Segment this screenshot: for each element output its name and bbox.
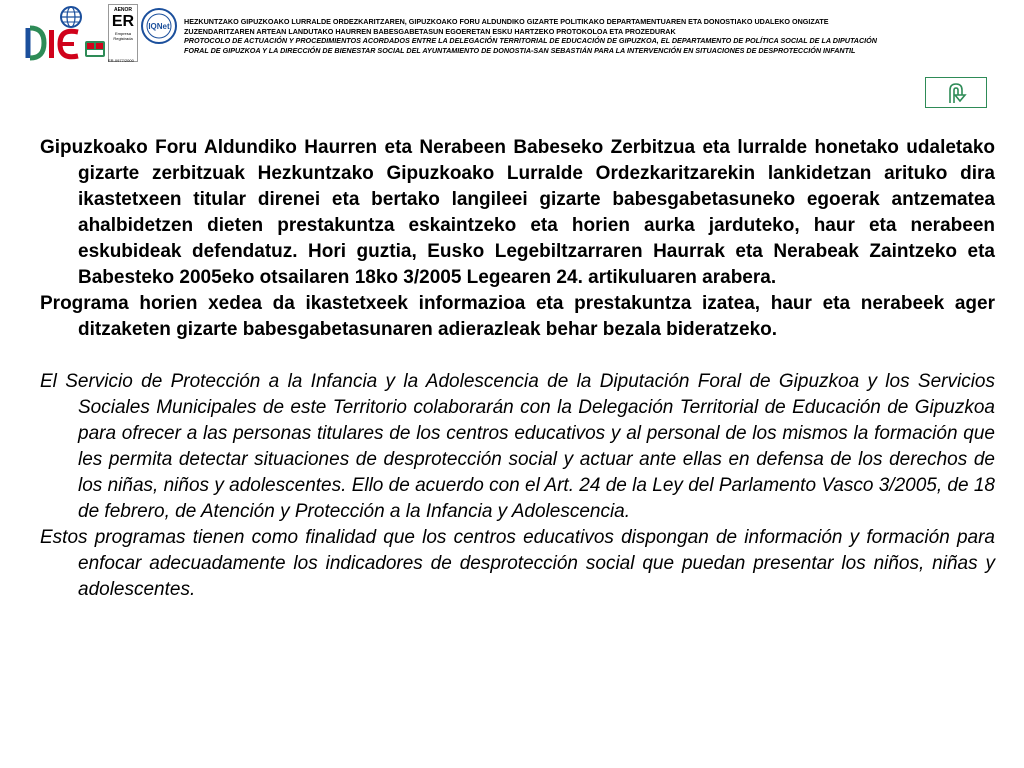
basque-government-shield-icon bbox=[84, 40, 106, 58]
main-content bbox=[40, 135, 995, 603]
document-header bbox=[184, 17, 1014, 55]
aenor-label: AENOR bbox=[113, 7, 133, 13]
u-turn-arrow-icon bbox=[943, 81, 969, 105]
die-logo bbox=[24, 4, 84, 62]
return-button[interactable] bbox=[925, 77, 987, 108]
basque-paragraph-2: Programa horien xedea da ikastetxeek informazioa eta prestakuntza izatea, haur eta nerabeek ager ditzaketen gizarte babesgabetasunaren adierazleak behar bezala bideratzeko. bbox=[40, 293, 995, 340]
header-line-1: HEZKUNTZAKO GIPUZKOAKO LURRALDE ORDEZKARITZAREN, GIPUZKOAKO FORU ALDUNDIKO GIZARTE POLITIKAKO DEPARTAMENTUAREN ETA DONOSTIAKO UDALEKO ONGIZATE bbox=[184, 17, 829, 26]
spanish-paragraph-1: El Servicio de Protección a la Infancia y la Adolescencia de la Diputación Foral de Gipuzkoa y los Servicios Sociales Municipales de este Territorio colaborarán con la Delegación Territorial de Educación de Gipuzkoa para ofrecer a las personas titulares de los centros educativos y al personal de los mismos la formación que les permita detectar situaciones de desprotección social y actuar ante ellas en defensa de los derechos de los niñas, niños y adolescentes. Ello de acuerdo con el Art. 24 de la Ley del Parlamento Vasco 3/2005, de 18 de febrero, de Atención y Protección a la Infancia y Adolescencia. bbox=[40, 371, 995, 522]
aenor-code: ER-0977/2000 bbox=[108, 58, 134, 63]
iqnet-certification-logo bbox=[140, 6, 178, 50]
aenor-caption: Empresa Registrada bbox=[113, 31, 133, 41]
header-line-3: PROTOCOLO DE ACTUACIÓN Y PROCEDIMIENTOS ACORDADOS ENTRE LA DELEGACIÓN TERRITORIAL DE EDUCACIÓN DE GIPUZKOA, EL DEPARTAMENTO DE POLÍTICA SOCIAL DE LA DIPUTACIÓN bbox=[184, 36, 877, 45]
aenor-mark: ER bbox=[111, 13, 135, 30]
aenor-certification-logo bbox=[108, 4, 138, 62]
header-line-2: ZUZENDARITZAREN ARTEAN LANDUTAKO HAURREN BABESGABETASUN EGOERETAN ESKU HARTZEKO PROTOKOLOA ETA PROZEDURAK bbox=[184, 26, 676, 36]
spanish-paragraph-2: Estos programas tienen como finalidad que los centros educativos dispongan de información y formación para enfocar adecuadamente los indicadores de desprotección social que puedan presentar los niños, niñas y adolescentes. bbox=[40, 527, 995, 600]
basque-paragraph-1: Gipuzkoako Foru Aldundiko Haurren eta Nerabeen Babeseko Zerbitzua eta lurralde honetako udaletako gizarte zerbitzuak Hezkuntzako Gipuzkoako Lurralde Ordezkaritzarekin lankidetzan arituko dira ikastetxeen titular direnei eta bertako langileei gizarte babesgabetasuneko egoerak antzematea ahalbidetzen dieten prestakuntza eskaintzeko eta horien aurka jarduteko, haur eta nerabeen eskubideak defendatuz. Hori guztia, Eusko Legebiltzarraren Haurrak eta Nerabeak Zaintzeko eta Babesteko 2005eko otsailaren 18ko 3/2005 Legearen 24. artikuluaren arabera. bbox=[40, 137, 995, 288]
iqnet-label: IQNet bbox=[148, 22, 170, 31]
header-line-4: FORAL DE GIPUZKOA Y LA DIRECCIÓN DE BIENESTAR SOCIAL DEL AYUNTAMIENTO DE DONOSTIA-SAN SEBASTIÁN PARA LA INTERVENCIÓN EN SITUACIONES DE DESPROTECCIÓN INFANTIL bbox=[184, 45, 856, 55]
paragraph-gap bbox=[40, 343, 995, 369]
